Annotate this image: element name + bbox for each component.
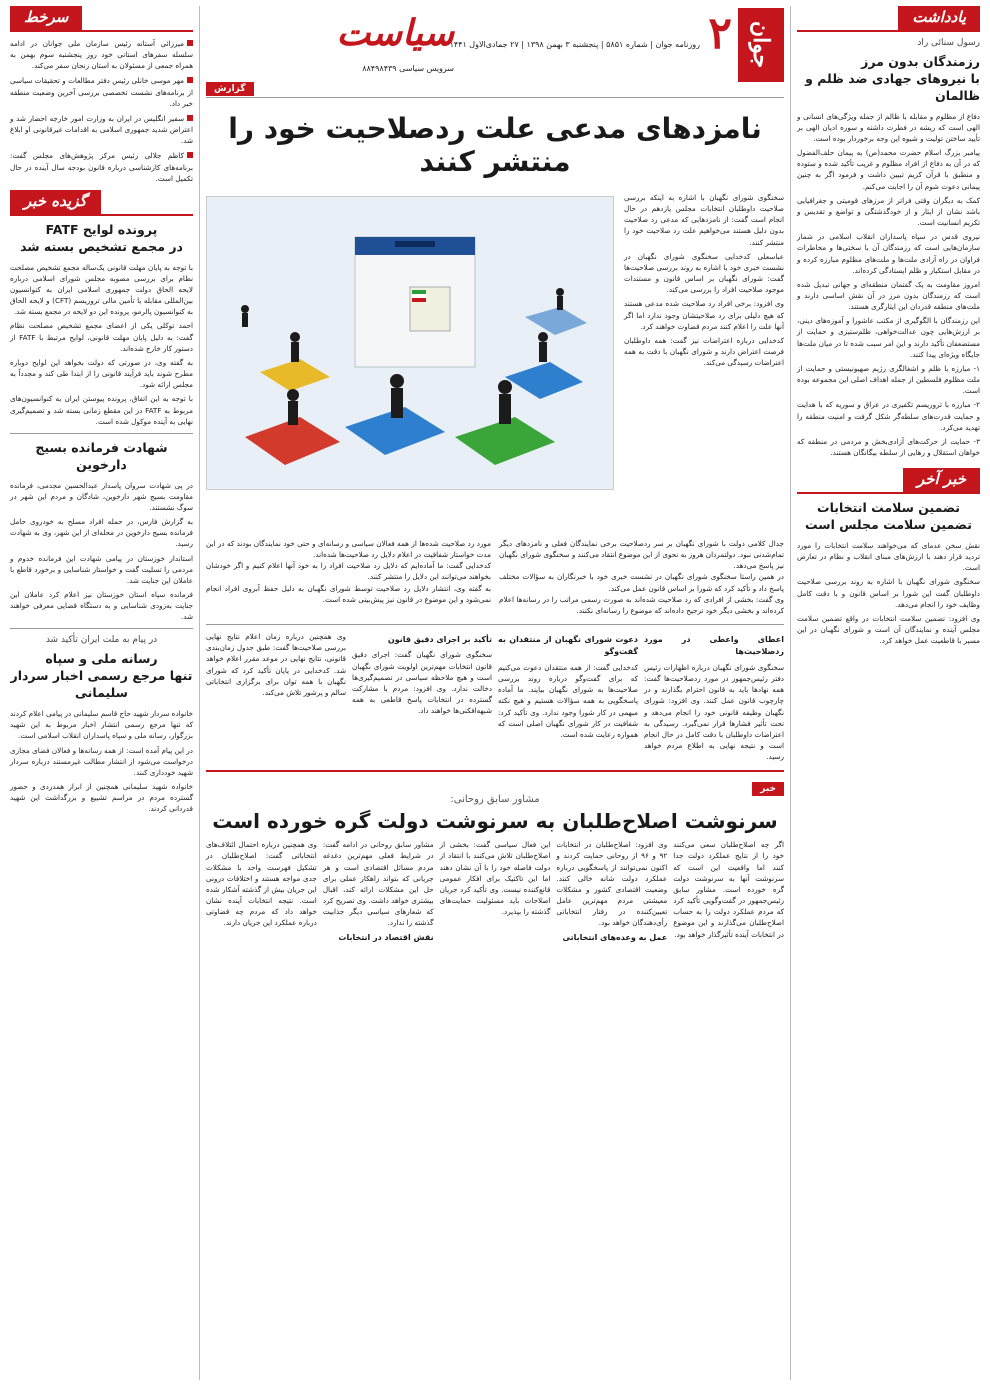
opinion-headline: رزمندگان بدون مرز با نیروهای جهادی ضد ظلم و ظالمان (805, 54, 980, 103)
sarkhat-item: سفیر انگلیس در ایران به وزارت امور خارجه احضار شد و اعتراض شدید جمهوری اسلامی به اقدامات غیرقانونی او ابلاغ شد. (10, 113, 193, 146)
rasaneh-kicker: در پیام به ملت ایران تأکید شد (45, 635, 158, 646)
article-col: جدال کلامی دولت با شورای نگهبان بر سر ردصلاحیت برخی نمایندگان فعلی و نامزدهای دیگر تمام‌شدنی نبود. دولتمردان هروز به نحوی از این موضوع انتقاد می‌کنند و سخنگوی شورای نگهبان نیز پاسخ می‌دهد. در همین راستا سخنگوی شورای نگهبان در نشست خبری خود با خبرنگاران به سؤالات مختلف پاسخ داد و تأکید کرد که شورا بر اساس قانون عمل می‌کند. وی گفت: بخشی از افرادی که رد صلاحیت شده‌اند به صورت رسمی مراتب را در رسانه‌ها اعلام کرده‌اند و بخشی دیگر خود ترجیح داده‌اند که موضوع را رسانه‌ای نکنند. (499, 539, 784, 615)
main-headline: نامزدهای مدعی علت ردصلاحیت خود را منتشر کنند (228, 112, 762, 178)
sub-article-col: وی همچنین درباره زمان اعلام نتایج نهایی بررسی صلاحیت‌ها گفت: طبق جدول زمان‌بندی قانونی، نتایج نهایی در موعد مقرر اعلام خواهد شد. کدخدایی در پایان تأکید کرد که شورای نگهبان با همه توان برای برگزاری انتخاباتی سالم و پرشور تلاش می‌کند. (206, 632, 346, 697)
left-column (4, 6, 200, 1380)
lead-text: سخنگوی شورای نگهبان با اشاره به اینکه بررسی صلاحیت داوطلبان انتخابات مجلس یازدهم در حال انجام است گفت: از نامزدهایی که مدعی رد صلاحیت بدون دلیل هستند می‌خواهیم علت رد صلاحیت خود را منتشر کنند. عباسعلی کدخدایی سخنگوی شورای نگهبان در نشست خبری خود با اشاره به روند بررسی صلاحیت‌ها گفت: شورای نگهبان بر اساس قانون و مستندات موجود صلاحیت افراد را بررسی می‌کند. وی افزود: برخی افراد رد صلاحیت شده مدعی هستند که هیچ دلیلی برای رد صلاحیتشان وجود ندارد اما اگر آنها علت را اعلام کنند مردم قضاوت خواهند کرد. کدخدایی درباره اعتراضات نیز گفت: همه داوطلبان فرصت اعتراض دارند و شورای نگهبان با دقت به همه اعتراضات رسیدگی می‌کند. (624, 193, 784, 368)
sub-article-heading: اعطای واعطی در مورد ردصلاحیت‌ها (644, 635, 784, 657)
divider (10, 433, 193, 434)
khabar-tag: خبر (752, 782, 784, 796)
sarkhat-item: مهر موسی خانلی رئیس دفتر مطالعات و تحقیقات سیاسی از برنامه‌های نشست تخصصی بررسی آخرین وضعیت منطقه خبر داد. (10, 76, 193, 108)
khabar-akhar-header (797, 468, 980, 494)
bullet-square-icon (187, 152, 193, 158)
bottom-col: وی افزود: اصلاح‌طلبان در انتخابات ۹۲ و ۹۶ از روحانی حمایت کردند و اکنون نمی‌توانند از پاسخگویی درباره عملکرد دولت شانه خالی کنند. وضعیت اقتصادی کشور و مشکلات معیشتی مردم مهم‌ترین عامل تعیین‌کننده در رفتار انتخاباتی رأی‌دهندگان خواهد بود. عمل به وعده‌های انتخاباتی (556, 839, 667, 947)
bottom-subhead: عمل به وعده‌های انتخاباتی (562, 932, 668, 942)
yaddasht-title: یادداشت (898, 6, 980, 30)
author-name: رسول سنائی راد (917, 38, 980, 48)
sub-article-col: اعطای واعطی در مورد ردصلاحیت‌ها سخنگوی شورای نگهبان درباره اظهارات رئیس دفتر رئیس‌جمهور در مورد ردصلاحیت‌ها گفت: همه نهادها باید به قانون احترام بگذارند و در چارچوب قانون عمل کنند. وی افزود: شورای نگهبان وظیفه قانونی خود را انجام می‌دهد و تحت تأثیر فشارها قرار نمی‌گیرد. رسیدگی به اعتراضات داوطلبان با دقت کامل در حال انجام است و نتیجه نهایی به اطلاع مردم خواهد رسید. (644, 635, 784, 762)
sub-article-heading: تأکید بر اجرای دقیق قانون (387, 635, 492, 645)
sub-article-heading: دعوت شورای نگهبان از منتقدان به گفت‌وگو (498, 635, 638, 657)
ballot-box-svg (206, 197, 613, 490)
bottom-col: اگر چه اصلاح‌طلبان سعی می‌کنند خود را از نتایج عملکرد دولت جدا کنند اما واقعیت این است که سرنوشت آنها به سرنوشت دولت گره خورده است. مشاور سابق رئیس‌جمهور در گفت‌وگویی تأکید کرد که مردم عملکرد دولت را به حساب اصلاح‌طلبان می‌گذارند و این موضوع در انتخابات آینده تأثیرگذار خواهد بود. (673, 840, 784, 939)
report-tag: گزارش (206, 82, 254, 96)
right-column (790, 6, 986, 1380)
javan-logo: جوان (738, 8, 784, 82)
gozide-section-header (10, 190, 193, 216)
khabar-akhar-title: خبر آخر (903, 468, 980, 492)
sarkhat-section-header (10, 6, 193, 32)
rasaneh-headline: رسانه ملی و سپاه تنها مرجع رسمی اخبار سردار سلیمانی (10, 651, 193, 701)
bullet-square-icon (187, 77, 193, 83)
sarkhat-item: کاظم جلالی رئیس مرکز پژوهش‌های مجلس گفت: برنامه‌های کارشناسی درباره قانون بودجه سال آینده در حال تکمیل است. (10, 151, 193, 183)
sub-articles (206, 624, 784, 762)
bottom-article (206, 770, 784, 947)
bottom-col: مشاور سابق روحانی در ادامه گفت: در شرایط فعلی مهم‌ترین دغدغه مردم مسائل اقتصادی است و هر جریانی که بتواند راهکار عملی برای حل این مشکلات ارائه کند، اقبال بیشتری خواهد داشت. وی تصریح کرد که شعارهای سیاسی دیگر جذابیت گذشته را ندارد. نقش اقتصاد در انتخابات (323, 839, 434, 947)
khabar-body: نقش سخن عدمای که می‌خواهند سلامت انتخابات را مورد تردید قرار دهند با ارزش‌های مبنای انقلاب و نظام در تعارض است. سخنگوی شورای نگهبان با اشاره به روند بررسی صلاحیت داوطلبان گفت این شورا بر اساس قانون و با دقت کامل وظایف خود را انجام می‌دهد. وی افزود: تضمین سلامت انتخابات در واقع تضمین سلامت مجلس آینده و نمایندگان آن است و شورای نگهبان در این مسیر با قاطعیت عمل خواهد کرد. (797, 540, 980, 646)
gozide-title: گزیده خبر (10, 190, 101, 214)
rasaneh-body: خانواده سردار شهید حاج قاسم سلیمانی در پیامی اعلام کردند که تنها مرجع رسمی انتشار اخبار مربوط به این شهید بزرگوار، رسانه ملی و سپاه پاسداران انقلاب اسلامی است. در این پیام آمده است: از همه رسانه‌ها و فعالان فضای مجازی درخواست می‌شود از انتشار مطالب غیرمستند درباره سردار شهید خودداری کنند. خانواده شهید سلیمانی همچنین از ابراز همدردی و حضور گسترده مردم در مراسم تشییع و بزرگداشت این شهید قدردانی کردند. (10, 709, 193, 814)
bottom-subhead: نقش اقتصاد در انتخابات (338, 932, 434, 942)
fatf-body: با توجه به پایان مهلت قانونی یک‌ساله مجمع تشخیص مصلحت نظام برای بررسی مصوبه مجلس شورای اسلامی درباره لایحه الحاق دولت جمهوری اسلامی ایران به کنوانسیون بین‌المللی مقابله با تأمین مالی تروریسم (CFT) و لایحه الحاق به کنوانسیون پالرمو، پرونده این دو لایحه در مجمع بسته شد. احمد توکلی یکی از اعضای مجمع تشخیص مصلحت نظام گفت: به دلیل پایان مهلت قانونی، لوایح مرتبط با FATF از دستور کار خارج شده‌اند. به گفته وی، در صورتی که دولت بخواهد این لوایح دوباره مطرح شوند باید فرآیند قانونی را از ابتدا طی کند و مجدداً به مجلس ارائه شود. با توجه به این اتفاق، پرونده پیوستن ایران به کنوانسیون‌های مربوط به FATF در این مقطع زمانی بسته شد و تصمیم‌گیری نهایی به آینده موکول شده است. (10, 262, 193, 426)
lead-area (206, 192, 784, 532)
issue-info: روزنامه جوان | شماره ۵۸۵۱ | پنجشنبه ۳ بهمن ۱۳۹۸ | ۲۷ جمادی‌الاول ۱۴۴۱ (449, 40, 700, 49)
sub-article-col: تأکید بر اجرای دقیق قانون سخنگوی شورای نگهبان گفت: اجرای دقیق قانون انتخابات مهم‌ترین اولویت شورای نگهبان است و هیچ ملاحظه سیاسی در تصمیم‌گیری‌ها دخالت ندارد. وی افزود: مردم با مشارکت گسترده در انتخابات پاسخ قاطعی به همه شبهه‌افکنی‌ها خواهند داد. (352, 635, 492, 716)
ballot-box-illustration (206, 196, 614, 490)
sub-article-col: دعوت شورای نگهبان از منتقدان به گفت‌وگو کدخدایی گفت: از همه منتقدان دعوت می‌کنیم که برای گفت‌وگو درباره روند بررسی صلاحیت‌ها به شورای نگهبان بیایند. ما آماده پاسخگویی به همه سؤالات هستیم و هیچ نکته مبهمی در کار شورا وجود ندارد. وی تأکید کرد: شفافیت در کار شورای نگهبان اصلی است که همواره رعایت شده است. (498, 635, 638, 739)
opinion-body: دفاع از مظلوم و مقابله با ظالم از جمله ویژگی‌های انسانی و الهی است که ریشه در فطرت داشته و سوره ادیان الهی بر تأیید ساختن تولیت و شیوه این وجه برخوردار بوده است. پیامبر بزرگ اسلام حضرت محمد(ص) به پیمان حلف‌الفضول که در آن به دفاع از افراد مظلوم و غریب تأکید شده و ستوده و منطبق با قرآن کریم تبیین داشت و فرمود اگر به چنین پیمانی دعوت شوم آن را اجابت می‌کنم. کمک به دیگران وقتی فراتر از مرزهای قومیتی و جغرافیایی باشد نشان از ایثار و از خودگذشتگی و تواضع و تقدیس و تکریم انسانیت است. نیروی قدس در سپاه پاسداران انقلاب اسلامی در شمار سازمان‌هایی است که رزمندگان آن با سختی‌ها و مخاطرات فراوان در راه آزادی ملت‌ها و ملت‌های مظلوم مبارزه کرده و در مقابل استکبار و ظلم ایستادگی کرده‌اند. امروز مقاومت به یک گفتمان منطقه‌ای و جهانی تبدیل شده است که رزمندگان بدون مرز در آن نقش اساسی دارند و ملت‌های منطقه قدردان این ایثارگری هستند. این رزمندگان با الگوگیری از مکتب عاشورا و آموزه‌های دینی، بر ارزش‌هایی چون عدالت‌خواهی، ظلم‌ستیزی و حمایت از مستضعفان تأکید دارند و این امر سبب شده تا در میان ملت‌ها جایگاه ویژه‌ای پیدا کنند. ۱- مبارزه با ظلم و اشغالگری رژیم صهیونیستی و حمایت از ملت مظلوم فلسطین از جمله اهداف اصلی این مجموعه بوده است. ۲- مبارزه با تروریسم تکفیری در عراق و سوریه که با هدایت و حمایت قدرت‌های سلطه‌گر شکل گرفت و امنیت منطقه را تهدید می‌کرد. ۳- حمایت از حرکت‌های آزادی‌بخش و مردمی در منطقه که خواهان استقلال و رهایی از سلطه بیگانگان هستند. (797, 111, 980, 457)
divider (10, 628, 193, 629)
section-name: سیاست (336, 12, 454, 54)
bullet-square-icon (187, 115, 193, 121)
bottom-col: این فعال سیاسی گفت: بخشی از اصلاح‌طلبان تلاش می‌کنند با انتقاد از دولت فاصله خود را با آن نشان دهند اما این تاکتیک برای افکار عمومی قانع‌کننده نیست. وی تأکید کرد جریان اصلاحات باید مسئولیت حمایت‌های گذشته را بپذیرد. (439, 840, 551, 917)
yaddasht-section-header (797, 6, 980, 32)
sarkhat-item: میرزائی آستانه رئیس سازمان ملی جوانان در ادامه سلسله سفرهای استانی خود روز پنجشنبه سوم بهمن به همراه جمعی از مسئولان به استان زنجان سفر می‌کند. (10, 39, 193, 71)
khabar-headline: تضمین سلامت انتخابات تضمین سلامت مجلس است (805, 500, 972, 533)
sarkhat-title: سرخط (10, 6, 82, 30)
shahadat-body: در پی شهادت سروان پاسدار عبدالحسین مجدمی، فرمانده مقاومت بسیج شهر دارخوین، شادگان و مردم این شهر در سوگ نشستند. به گزارش فارس، در حمله افراد مسلح به خودروی حامل فرمانده بسیج دارخوین در محله‌ای از این شهر، وی به شهادت رسید. استاندار خوزستان در پیامی شهادت این فرمانده خدوم و مردمی را تسلیت گفت و خواستار شناسایی و برخورد قاطع با عاملان این جنایت شد. فرمانده سپاه استان خوزستان نیز اعلام کرد عاملان این جنایت به‌زودی شناسایی و به دستگاه قضایی معرفی خواهند شد. (10, 480, 193, 622)
main-column (206, 6, 784, 1380)
page-number: ۲ (708, 8, 732, 59)
service-line: سرویس سیاسی ۸۸۴۹۸۴۳۹ (362, 64, 454, 73)
masthead (206, 6, 784, 98)
bottom-cols (206, 839, 784, 947)
bottom-kicker: مشاور سابق روحانی: (450, 794, 540, 806)
fatf-headline: پرونده لوایح FATF در مجمع تشخیص بسته شد (20, 221, 183, 254)
shahadat-headline: شهادت فرمانده بسیج دارخوین (35, 439, 168, 472)
bottom-col: وی همچنین درباره احتمال ائتلاف‌های انتخاباتی گفت: اصلاح‌طلبان در تشکیل فهرست واحد با مشکلات جدی مواجه هستند و اختلافات درونی این جریان بیش از گذشته آشکار شده است. نتیجه انتخابات آینده نشان خواهد داد که مردم چه قضاوتی درباره عملکرد این جریان دارند. (206, 840, 317, 928)
bottom-headline: سرنوشت اصلاح‌طلبان به سرنوشت دولت گره خورده است (212, 809, 778, 834)
article-col: مورد رد صلاحیت شده‌ها از همه فعالان سیاسی و رسانه‌ای و حتی خود نمایندگان بودند که در این مدت خواستار شفافیت در اعلام دلایل رد صلاحیت‌ها شده‌اند. کدخدایی گفت: ما آماده‌ایم که دلایل رد صلاحیت افراد را به خود آنها اعلام کنیم و اگر خودشان بخواهند می‌توانند این دلایل را منتشر کنند. به گفته وی، انتشار دلایل رد صلاحیت توسط شورای نگهبان به دلیل حفظ آبروی افراد انجام نمی‌شود و این موضوع در قانون نیز پیش‌بینی شده است. (206, 539, 491, 604)
bullet-square-icon (187, 40, 193, 46)
lead-article-cols (206, 538, 784, 616)
